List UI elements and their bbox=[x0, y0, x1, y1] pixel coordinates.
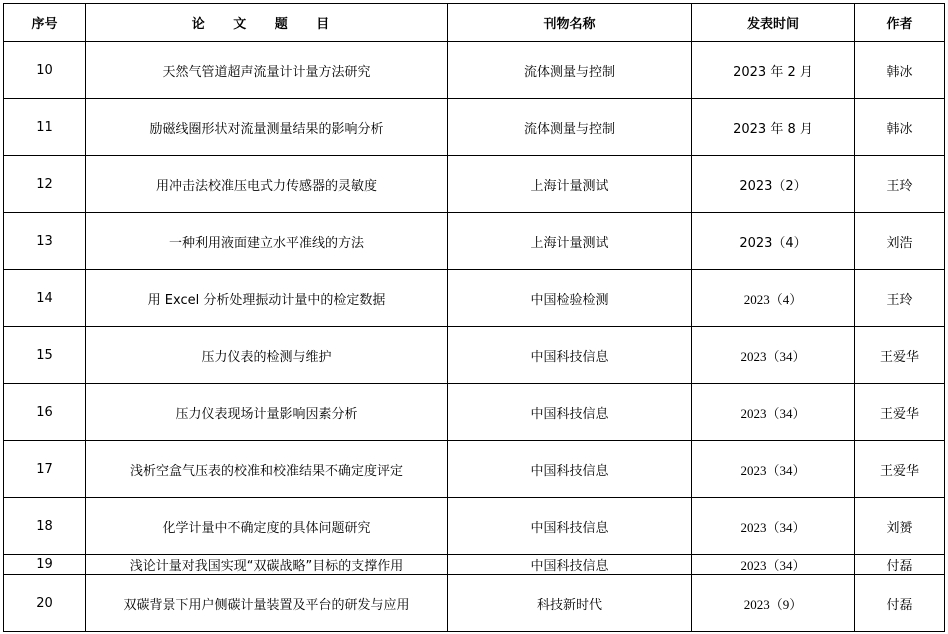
row-index: 19 bbox=[4, 555, 86, 575]
row-author: 刘浩 bbox=[855, 213, 945, 270]
row-title: 浅析空盒气压表的校准和校准结果不确定度评定 bbox=[86, 441, 448, 498]
row-index: 17 bbox=[4, 441, 86, 498]
row-date: 2023（34） bbox=[692, 384, 855, 441]
row-date: 2023（34） bbox=[692, 441, 855, 498]
row-author: 付磊 bbox=[855, 575, 945, 632]
table-row bbox=[4, 270, 945, 327]
table-row bbox=[4, 99, 945, 156]
row-journal: 中国科技信息 bbox=[448, 498, 692, 555]
row-index: 15 bbox=[4, 327, 86, 384]
table-row bbox=[4, 441, 945, 498]
row-index: 10 bbox=[4, 42, 86, 99]
row-index: 12 bbox=[4, 156, 86, 213]
row-title: 压力仪表现场计量影响因素分析 bbox=[86, 384, 448, 441]
row-author: 王玲 bbox=[855, 156, 945, 213]
row-title: 天然气管道超声流量计计量方法研究 bbox=[86, 42, 448, 99]
row-title: 浅论计量对我国实现“双碳战略”目标的支撑作用 bbox=[86, 555, 448, 575]
row-title: 压力仪表的检测与维护 bbox=[86, 327, 448, 384]
row-date: 2023（9） bbox=[692, 575, 855, 632]
row-title: 用冲击法校准压电式力传感器的灵敏度 bbox=[86, 156, 448, 213]
row-author: 韩冰 bbox=[855, 99, 945, 156]
row-title: 励磁线圈形状对流量测量结果的影响分析 bbox=[86, 99, 448, 156]
row-author: 王玲 bbox=[855, 270, 945, 327]
row-index: 20 bbox=[4, 575, 86, 632]
row-index: 11 bbox=[4, 99, 86, 156]
row-date: 2023（2） bbox=[692, 156, 855, 213]
row-date: 2023（34） bbox=[692, 327, 855, 384]
table-row bbox=[4, 498, 945, 555]
header-row bbox=[4, 4, 945, 42]
row-index: 18 bbox=[4, 498, 86, 555]
table-row bbox=[4, 213, 945, 270]
row-date: 2023（34） bbox=[692, 555, 855, 575]
row-journal: 中国科技信息 bbox=[448, 441, 692, 498]
table-row bbox=[4, 42, 945, 99]
table-row bbox=[4, 156, 945, 213]
header-date: 发表时间 bbox=[692, 4, 855, 42]
row-author: 韩冰 bbox=[855, 42, 945, 99]
row-journal: 科技新时代 bbox=[448, 575, 692, 632]
row-journal: 流体测量与控制 bbox=[448, 42, 692, 99]
row-date: 2023（4） bbox=[692, 270, 855, 327]
table-row bbox=[4, 327, 945, 384]
row-index: 16 bbox=[4, 384, 86, 441]
row-date: 2023（34） bbox=[692, 498, 855, 555]
header-author: 作者 bbox=[855, 4, 945, 42]
header-title: 论 文 题 目 bbox=[86, 4, 448, 42]
row-index: 14 bbox=[4, 270, 86, 327]
row-author: 王爱华 bbox=[855, 384, 945, 441]
table-row bbox=[4, 575, 945, 632]
row-journal: 中国检验检测 bbox=[448, 270, 692, 327]
table-row bbox=[4, 384, 945, 441]
row-journal: 中国科技信息 bbox=[448, 327, 692, 384]
table-body bbox=[4, 42, 945, 632]
row-title: 用 Excel 分析处理振动计量中的检定数据 bbox=[86, 270, 448, 327]
row-date: 2023 年 2 月 bbox=[692, 42, 855, 99]
row-date: 2023（4） bbox=[692, 213, 855, 270]
row-journal: 中国科技信息 bbox=[448, 384, 692, 441]
row-title: 双碳背景下用户侧碳计量装置及平台的研发与应用 bbox=[86, 575, 448, 632]
row-author: 刘赟 bbox=[855, 498, 945, 555]
row-author: 王爱华 bbox=[855, 327, 945, 384]
row-date: 2023 年 8 月 bbox=[692, 99, 855, 156]
row-author: 王爱华 bbox=[855, 441, 945, 498]
row-title: 一种利用液面建立水平准线的方法 bbox=[86, 213, 448, 270]
table-header bbox=[4, 4, 945, 42]
header-index: 序号 bbox=[4, 4, 86, 42]
row-journal: 上海计量测试 bbox=[448, 156, 692, 213]
header-journal: 刊物名称 bbox=[448, 4, 692, 42]
row-author: 付磊 bbox=[855, 555, 945, 575]
row-journal: 上海计量测试 bbox=[448, 213, 692, 270]
row-index: 13 bbox=[4, 213, 86, 270]
row-journal: 中国科技信息 bbox=[448, 555, 692, 575]
papers-table bbox=[3, 3, 945, 632]
row-journal: 流体测量与控制 bbox=[448, 99, 692, 156]
row-title: 化学计量中不确定度的具体问题研究 bbox=[86, 498, 448, 555]
table-row bbox=[4, 555, 945, 575]
